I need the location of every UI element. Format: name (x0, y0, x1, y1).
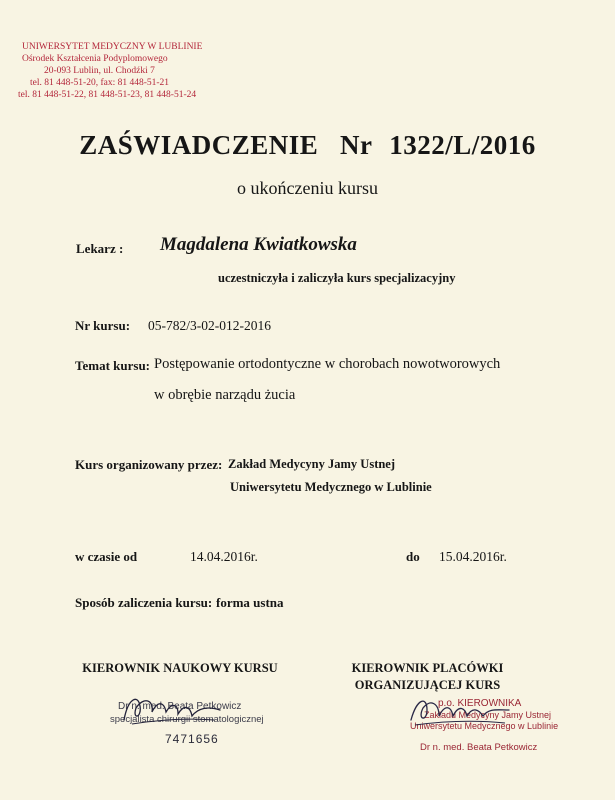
stamp-line-phone2: tel. 81 448-51-22, 81 448-51-23, 81 448-51-24 (18, 90, 197, 100)
stamp-line-university: UNIWERSYTET MEDYCZNY W LUBLINIE (22, 42, 203, 52)
certificate-title (0, 130, 615, 161)
title-number: Nr 1322/L/2016 (340, 130, 536, 160)
doctor-name: Magdalena Kwiatkowska (160, 234, 357, 255)
stamp-doctor-name: Dr n. med. Beata Petkowicz (118, 701, 242, 712)
stamp-line-address: 20-093 Lublin, ul. Chodźki 7 (44, 66, 155, 76)
stamp-head-name: Dr n. med. Beata Petkowicz (420, 742, 538, 753)
stamp-acting-head: p.o. KIEROWNIKA (438, 698, 522, 709)
right-handwritten-signature (405, 692, 515, 732)
exam-form-value: forma ustna (216, 595, 284, 610)
stamp-department: Zakładu Medycyny Jamy Ustnej (424, 710, 552, 720)
date-from-value: 14.04.2016r. (190, 549, 258, 564)
date-to-label: do (406, 549, 420, 564)
facility-director-heading-line1: KIEROWNIK PLACÓWKI (351, 661, 504, 675)
stamp-line-phone1: tel. 81 448-51-20, fax: 81 448-51-21 (30, 78, 170, 88)
course-number-label: Nr kursu: (75, 318, 131, 333)
facility-director-heading (340, 660, 515, 694)
date-from-label: w czasie od (75, 549, 138, 564)
course-topic-line2: w obrębie narządu żucia (154, 387, 296, 403)
organizer-label: Kurs organizowany przez: (75, 457, 223, 472)
license-number: 7471656 (165, 732, 219, 746)
stamp-specialty: specjalista chirurgii stomatologicznej (110, 714, 264, 725)
exam-form-label: Sposób zaliczenia kursu: (75, 595, 213, 610)
stamp-line-center: Ośrodek Kształcenia Podyplomowego (22, 54, 168, 64)
left-handwritten-signature (118, 690, 228, 730)
title-word: ZAŚWIADCZENIE (79, 130, 319, 160)
date-to-value: 15.04.2016r. (439, 549, 507, 564)
organizer-line2: Uniwersytetu Medycznego w Lublinie (230, 480, 432, 494)
course-number-value: 05-782/3-02-012-2016 (148, 318, 271, 333)
organizer-line1: Zakład Medycyny Jamy Ustnej (228, 457, 396, 471)
completion-statement: uczestniczyła i zaliczyła kurs specjalizacyjny (218, 271, 456, 285)
stamp-university: Uniwersytetu Medycznego w Lublinie (410, 721, 559, 731)
course-topic-line1: Postępowanie ortodontyczne w chorobach nowotworowych (154, 356, 501, 372)
certificate-subtitle: o ukończeniu kursu (237, 178, 378, 198)
doctor-label: Lekarz : (76, 241, 124, 256)
facility-director-heading-line2: ORGANIZUJĄCEJ KURS (354, 678, 501, 692)
course-topic-label: Temat kursu: (75, 358, 151, 373)
scientific-director-heading: KIEROWNIK NAUKOWY KURSU (82, 661, 278, 675)
